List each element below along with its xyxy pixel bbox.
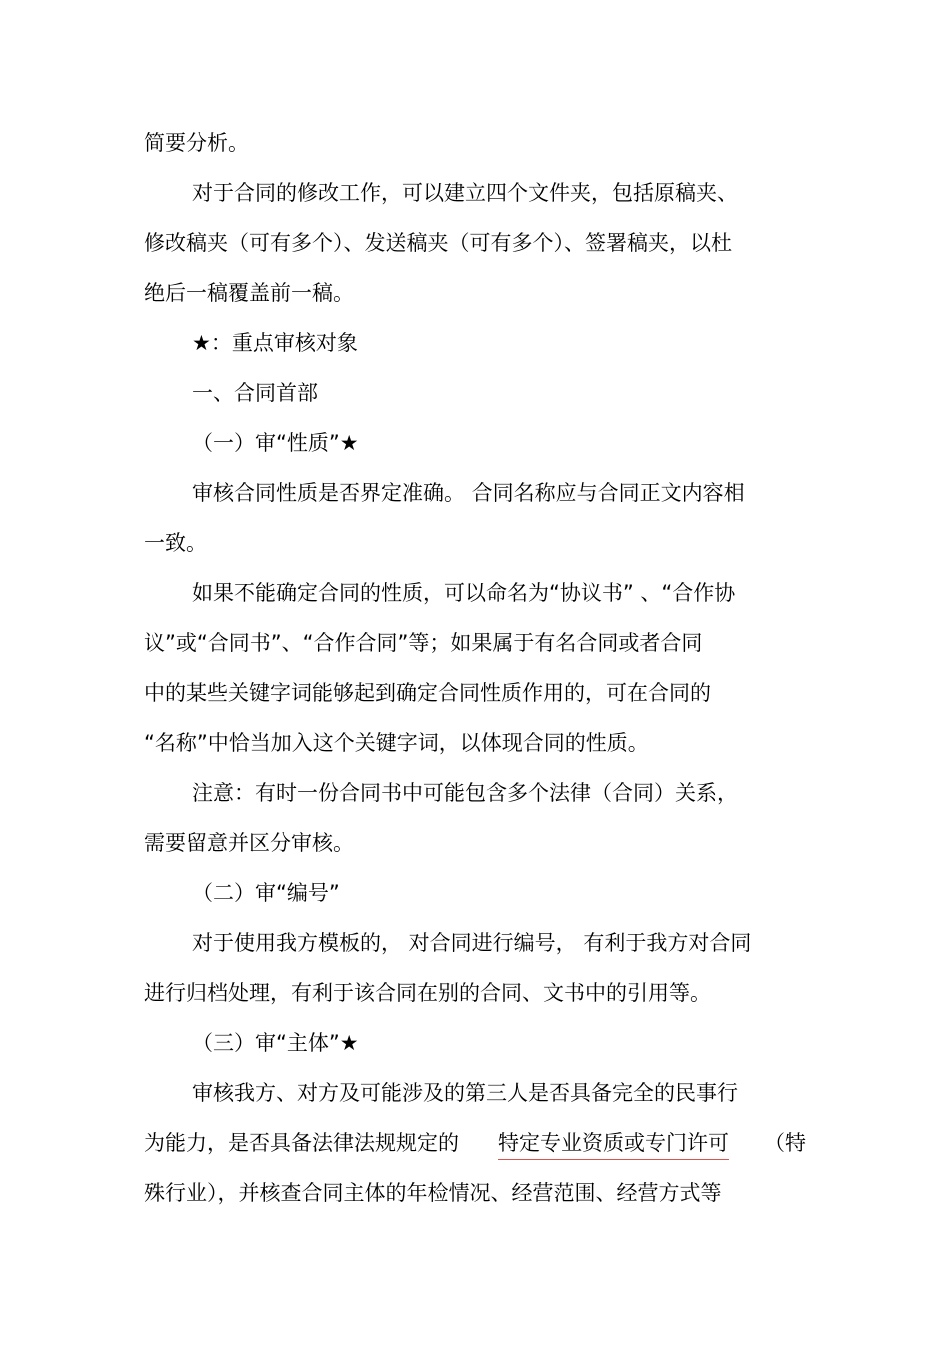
paragraph-line: （特 [764, 1131, 806, 1155]
underlined-phrase: 特定专业资质或专门许可 [498, 1129, 729, 1160]
paragraph-line: 一致。 [144, 531, 207, 555]
paragraph-line: 为能力，是否具备法律法规规定的 [144, 1131, 459, 1155]
paragraph-line: 对于使用我方模板的， 对合同进行编号， 有利于我方对合同 [192, 931, 752, 955]
heading-key-items: ★：重点审核对象 [192, 331, 358, 355]
paragraph-line: 简要分析。 [144, 131, 249, 155]
paragraph-line: 审核合同性质是否界定准确。 合同名称应与合同正文内容相 [192, 481, 745, 505]
paragraph-line: 议”或“合同书”、“合作合同”等；如果属于有名合同或者合同 [144, 631, 703, 655]
heading-subsection-parties: （三）审“主体”★ [192, 1031, 359, 1055]
paragraph-line: 殊行业），并核查合同主体的年检情况、经营范围、经营方式等 [144, 1181, 722, 1205]
paragraph-line: 修改稿夹（可有多个）、发送稿夹（可有多个）、签署稿夹，以杜 [144, 231, 732, 255]
paragraph-line: 如果不能确定合同的性质，可以命名为“协议书” 、“合作协 [192, 581, 736, 605]
paragraph-line: 审核我方、对方及可能涉及的第三人是否具备完全的民事行 [192, 1081, 738, 1105]
heading-subsection-nature: （一）审“性质”★ [192, 431, 359, 455]
paragraph-line: 对于合同的修改工作，可以建立四个文件夹，包括原稿夹、 [192, 181, 738, 205]
note-line: 需要留意并区分审核。 [144, 831, 354, 855]
heading-subsection-number: （二）审“编号” [192, 881, 340, 905]
paragraph-line: 中的某些关键字词能够起到确定合同性质作用的，可在合同的 [144, 681, 711, 705]
paragraph-line: “名称”中恰当加入这个关键字词，以体现合同的性质。 [144, 731, 649, 755]
paragraph-line: 进行归档处理，有利于该合同在别的合同、文书中的引用等。 [144, 981, 711, 1005]
heading-section-1: 一、合同首部 [192, 381, 318, 405]
note-line: 注意：有时一份合同书中可能包含多个法律（合同）关系， [192, 781, 738, 805]
paragraph-line: 绝后一稿覆盖前一稿。 [144, 281, 354, 305]
